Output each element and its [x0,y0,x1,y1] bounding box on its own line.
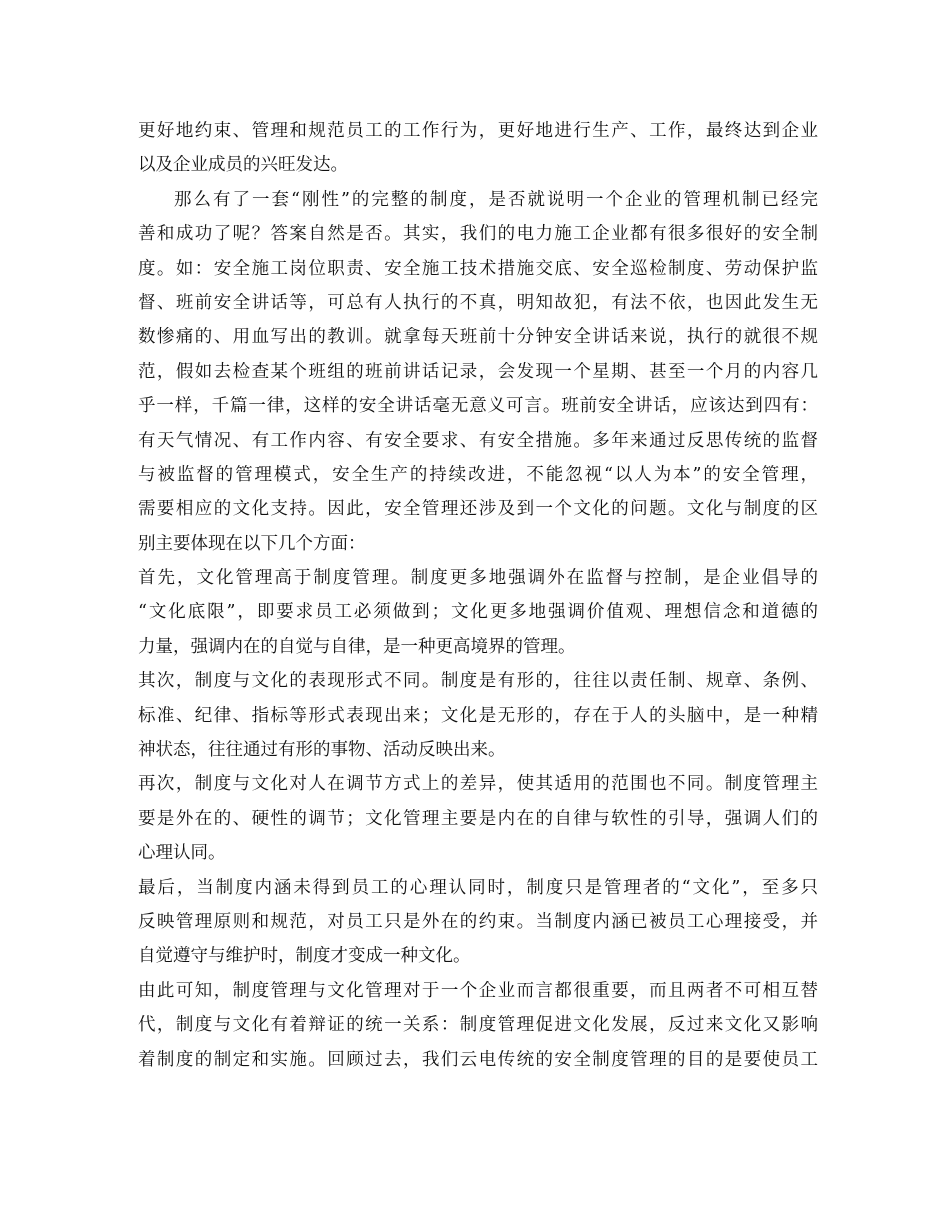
text-line: 别主要体现在以下几个方面： [138,533,366,554]
text-line: 有天气情况、有工作内容、有安全要求、有安全措施。多年来通过反思传统的监督 [138,430,818,451]
text-line: 范，假如去检查某个班组的班前讲话记录，会发现一个星期、甚至一个月的内容几 [138,361,818,382]
text-line: 标准、纪律、指标等形式表现出来；文化是无形的，存在于人的头脑中，是一种精 [138,705,818,726]
text-line: 乎一样，千篇一律，这样的安全讲话毫无意义可言。班前安全讲话，应该达到四有： [138,396,818,417]
text-line: 代，制度与文化有着辩证的统一关系：制度管理促进文化发展，反过来文化又影响 [138,1015,818,1036]
text-line: 自觉遵守与维护时，制度才变成一种文化。 [138,946,471,967]
text-line: 力量，强调内在的自觉与自律，是一种更高境界的管理。 [138,636,576,657]
text-line: 更好地约束、管理和规范员工的工作行为，更好地进行生产、工作，最终达到企业 [138,121,818,141]
text-line: 度。如：安全施工岗位职责、安全施工技术措施交底、安全巡检制度、劳动保护监 [138,258,818,279]
body-text [138,114,818,1077]
text-line: 那么有了一套“刚性”的完整的制度，是否就说明一个企业的管理机制已经完 [174,189,818,210]
text-line: 反映管理原则和规范，对员工只是外在的约束。当制度内涵已被员工心理接受，并 [138,911,818,932]
text-line: 需要相应的文化支持。因此，安全管理还涉及到一个文化的问题。文化与制度的区 [138,499,818,520]
text-line: 与被监督的管理模式，安全生产的持续改进，不能忽视“以人为本”的安全管理， [138,464,818,485]
text-line: 再次，制度与文化对人在调节方式上的差异，使其适用的范围也不同。制度管理主 [138,774,818,795]
text-line: 善和成功了呢？答案自然是否。其实，我们的电力施工企业都有很多很好的安全制 [138,224,818,245]
text-line: 督、班前安全讲话等，可总有人执行的不真，明知故犯，有法不依，也因此发生无 [138,292,818,313]
text-line: 由此可知，制度管理与文化管理对于一个企业而言都很重要，而且两者不可相互替 [138,980,818,1001]
text-line: 着制度的制定和实施。回顾过去，我们云电传统的安全制度管理的目的是要使员工 [138,1049,818,1070]
text-line: 神状态，往往通过有形的事物、活动反映出来。 [138,740,506,761]
text-line: 首先，文化管理高于制度管理。制度更多地强调外在监督与控制，是企业倡导的 [138,568,818,589]
text-line: 要是外在的、硬性的调节；文化管理主要是内在的自律与软性的引导，强调人们的 [138,808,818,829]
text-line: “文化底限”，即要求员工必须做到；文化更多地强调价值观、理想信念和道德的 [138,602,818,623]
text-line: 以及企业成员的兴旺发达。 [138,155,348,176]
text-line: 心理认同。 [138,843,226,864]
text-line: 最后，当制度内涵未得到员工的心理认同时，制度只是管理者的“文化”，至多只 [138,877,818,898]
text-line: 其次，制度与文化的表现形式不同。制度是有形的，往往以责任制、规章、条例、 [138,671,818,692]
text-line: 数惨痛的、用血写出的教训。就拿每天班前十分钟安全讲话来说，执行的就很不规 [138,327,818,348]
